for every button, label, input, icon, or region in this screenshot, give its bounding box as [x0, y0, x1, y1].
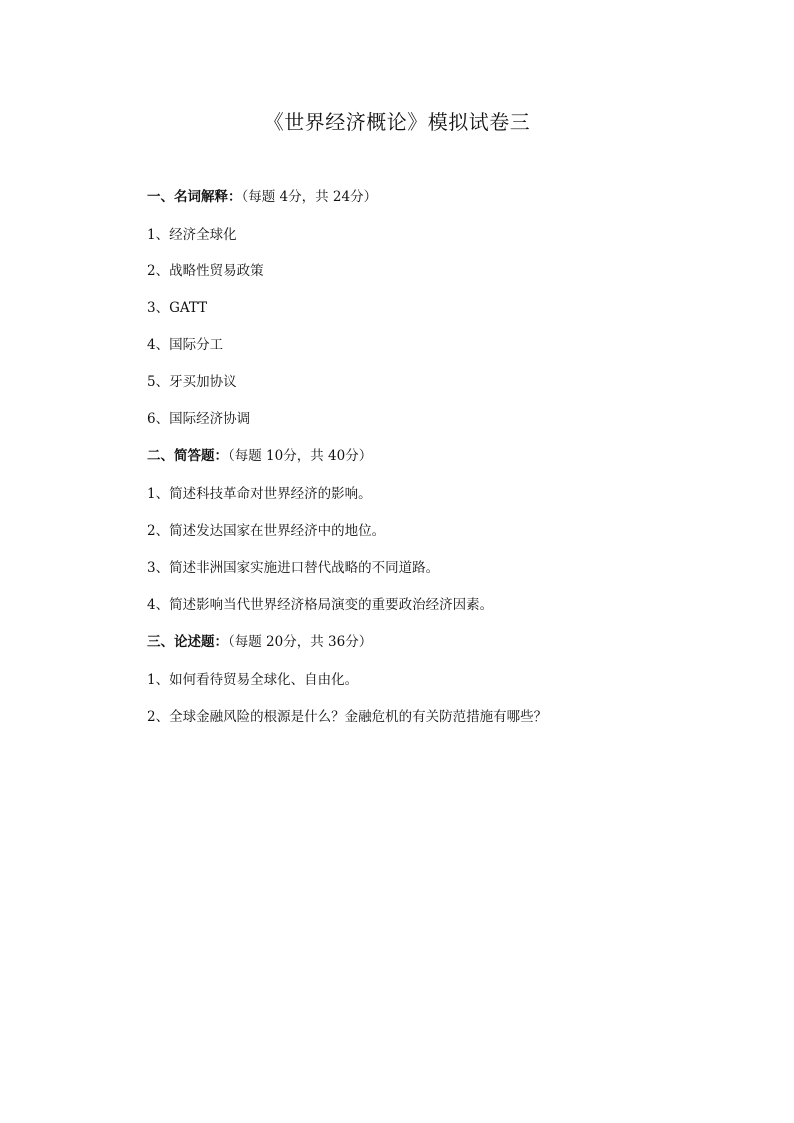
- section-2-title: 二、简答题：: [147, 448, 228, 464]
- section-1-note: （每题 4分，共 24分）: [241, 189, 378, 205]
- list-item: 6、国际经济协调: [147, 411, 251, 427]
- list-item: 4、简述影响当代世界经济格局演变的重要政治经济因素。: [147, 597, 494, 613]
- section-2-note: （每题 10分，共 40分）: [228, 448, 373, 464]
- list-item: 3、GATT: [147, 300, 208, 316]
- section-3-note: （每题 20分，共 36分）: [228, 634, 373, 650]
- list-item: 1、如何看待贸易全球化、自由化。: [147, 672, 359, 688]
- list-item: 4、国际分工: [147, 337, 224, 353]
- list-item: 1、经济全球化: [147, 227, 237, 243]
- list-item: 2、全球金融风险的根源是什么？金融危机的有关防范措施有哪些？: [147, 709, 548, 725]
- section-heading-1: [147, 187, 377, 207]
- list-item: 1、简述科技革命对世界经济的影响。: [147, 486, 372, 502]
- section-3-title: 三、论述题：: [147, 634, 228, 650]
- page-title: 《世界经济概论》模拟试卷三: [263, 110, 531, 134]
- list-item: 2、简述发达国家在世界经济中的地位。: [147, 523, 386, 539]
- section-heading-3: [147, 632, 372, 652]
- list-item: 3、简述非洲国家实施进口替代战略的不同道路。: [147, 560, 440, 576]
- section-heading-2: [147, 446, 372, 466]
- section-1-title: 一、名词解释：: [147, 189, 242, 205]
- list-item: 2、战略性贸易政策: [147, 263, 264, 279]
- list-item: 5、牙买加协议: [147, 374, 237, 390]
